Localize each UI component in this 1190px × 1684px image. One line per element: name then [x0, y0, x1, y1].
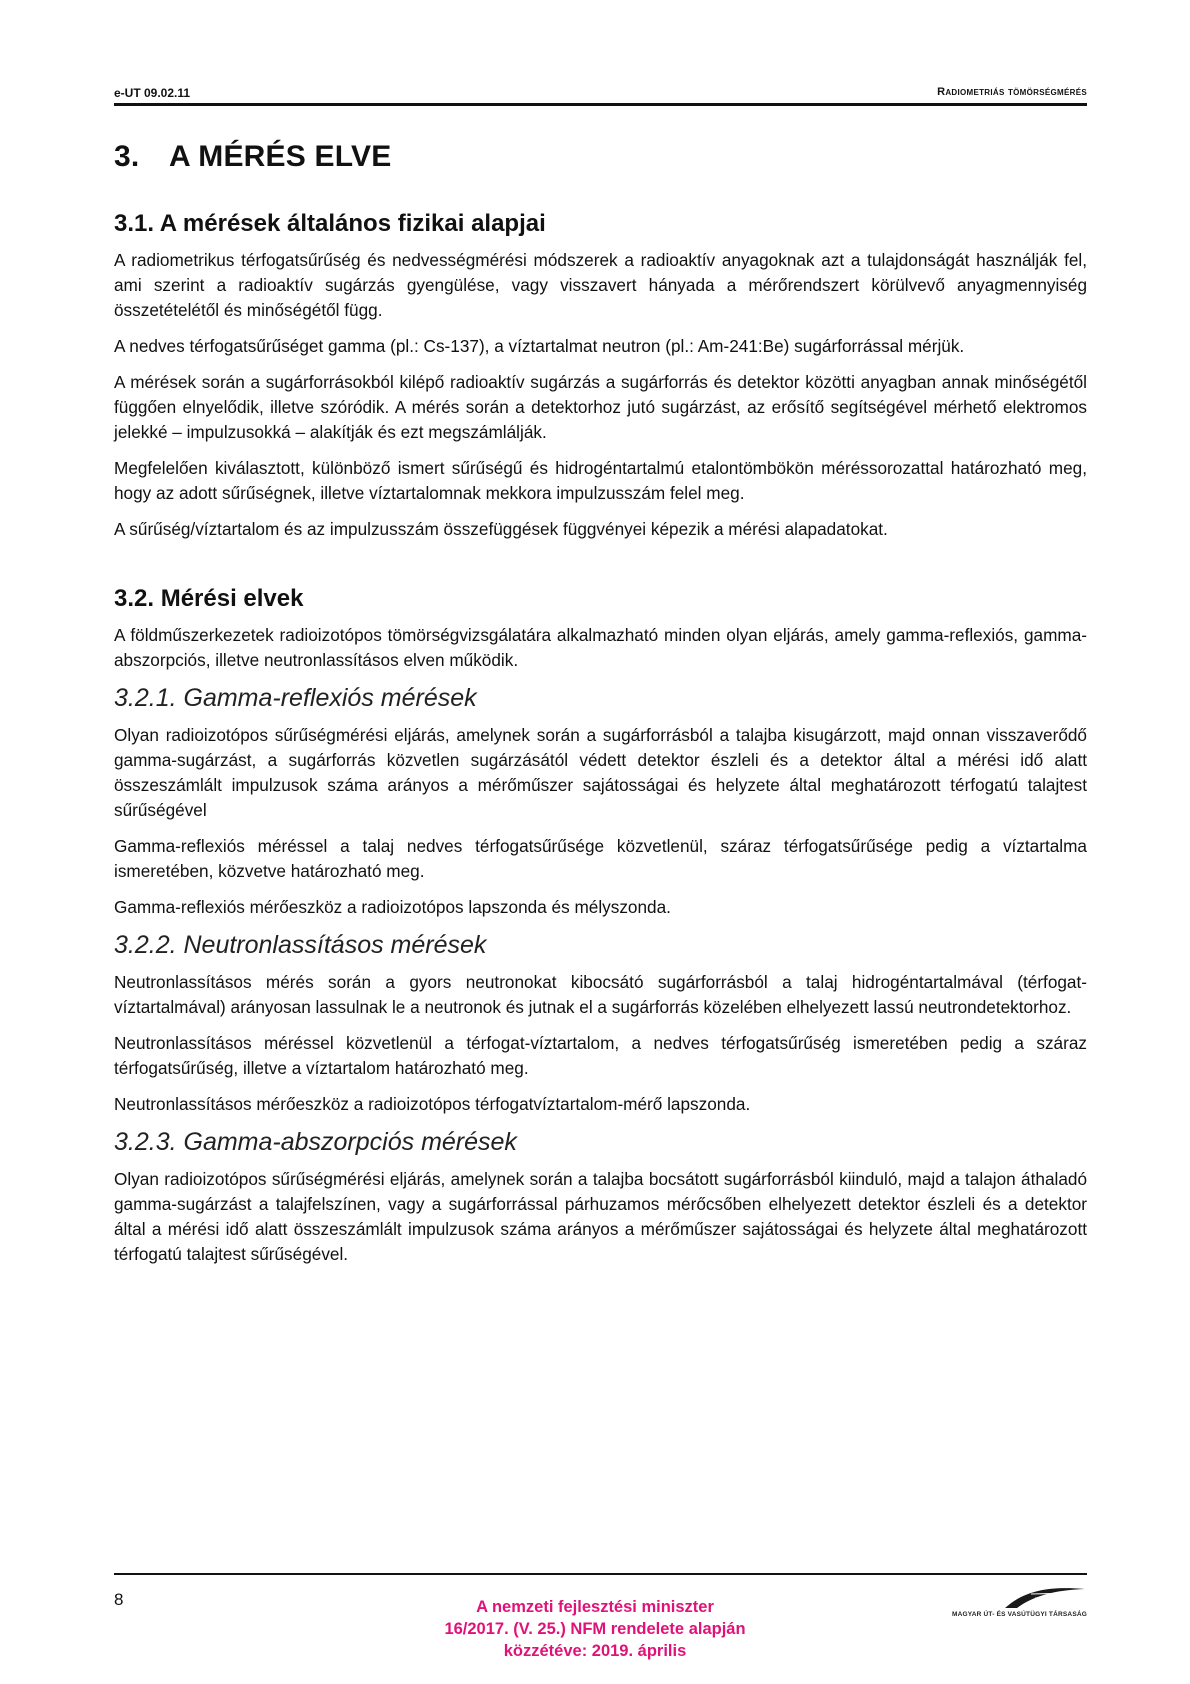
logo-text: MAGYAR ÚT- ÉS VASÚTÜGYI TÁRSASÁG: [952, 1611, 1087, 1618]
header-divider: [114, 103, 1087, 106]
section-heading-3-1: 3.1. A mérések általános fizikai alapjai: [114, 210, 546, 237]
publication-note: [380, 1596, 810, 1662]
paragraph: A nedves térfogatsűrűséget gamma (pl.: Cs-137), a víztartalmat neutron (pl.: Am-241:Be) sugárforrással mérjük.: [114, 336, 965, 356]
paragraph: A mérések során a sugárforrásokból kilépő radioaktív sugárzás a sugárforrás és detektor közötti anyagban annak minőségétől függően elnyelődik, illetve szóródik. A mérés során a detektorhoz jutó sugárzást, az erősítő segítségével mérhető elektromos jelekké – impulzusokká – alakítják és ezt megszámlálják.: [114, 372, 1087, 442]
paragraph: A radiometrikus térfogatsűrűség és nedvességmérési módszerek a radioaktív anyagoknak azt a tulajdonságát használják fel, ami szerint a radioaktív sugárzás gyengülése, vagy visszavert hányada a mérőrendszert körülvevő anyagmennyiség összetételétől és minőségétől függ.: [114, 250, 1087, 320]
publication-note-line: A nemzeti fejlesztési miniszter: [476, 1598, 714, 1616]
paragraph: Neutronlassításos mérés során a gyors neutronokat kibocsátó sugárforrásból a talaj hidrogéntartalmával (térfogat-víztartalmával) arányosan lassulnak le a neutronok és jutnak el a sugárforrás közelében elhelyezett lassú neutrondetektorhoz.: [114, 972, 1087, 1017]
footer-divider: [114, 1573, 1087, 1575]
paragraph: Neutronlassításos méréssel közvetlenül a térfogat-víztartalom, a nedves térfogatsűrűség ismeretében pedig a száraz térfogatsűrűség, illetve a víztartalom határozható meg.: [114, 1033, 1087, 1078]
header-doc-title: Radiometriás tömörségmérés: [937, 86, 1087, 98]
subsection-heading-3-2-3: 3.2.3. Gamma-abszorpciós mérések: [114, 1128, 517, 1156]
page-header: [114, 86, 1087, 104]
paragraph: A sűrűség/víztartalom és az impulzusszám összefüggések függvényei képezik a mérési alapadatokat.: [114, 519, 888, 539]
logo-swoosh-icon: [935, 1584, 1087, 1610]
publication-note-line: 16/2017. (V. 25.) NFM rendelete alapján: [444, 1620, 746, 1638]
page-content: [114, 140, 1087, 1278]
paragraph: Neutronlassításos mérőeszköz a radioizotópos térfogatvíztartalom-mérő lapszonda.: [114, 1094, 751, 1114]
subsection-heading-3-2-2: 3.2.2. Neutronlassításos mérések: [114, 931, 487, 959]
section-spacer: [114, 553, 1087, 585]
header-doc-id: e-UT 09.02.11: [114, 86, 191, 100]
page-number: 8: [114, 1590, 124, 1609]
paragraph: Olyan radioizotópos sűrűségmérési eljárás, amelynek során a talajba bocsátott sugárforrásból kiinduló, majd a talajon áthaladó gamma-sugárzást a talajfelszínen, vagy a sugárforrással párhuzamos mérőcsőben elhelyezett detektor észleli és a detektor által a mérési idő alatt összeszámlált impulzusok száma arányos a mérőműszer sajátosságai és helyzete által meghatározott térfogatú talajtest sűrűségével.: [114, 1169, 1087, 1264]
subsection-heading-3-2-1: 3.2.1. Gamma-reflexiós mérések: [114, 684, 477, 712]
chapter-number: 3.: [114, 140, 140, 173]
chapter-title: A MÉRÉS ELVE: [169, 140, 392, 173]
paragraph: Gamma-reflexiós méréssel a talaj nedves térfogatsűrűsége közvetlenül, száraz térfogatsűrűsége pedig a víztartalma ismeretében, közvetve határozható meg.: [114, 836, 1087, 881]
paragraph: A földműszerkezetek radioizotópos tömörségvizsgálatára alkalmazható minden olyan eljárás, amely gamma-reflexiós, gamma-abszorpciós, illetve neutronlassításos elven működik.: [114, 625, 1087, 670]
publication-note-line: közzétéve: 2019. április: [503, 1642, 687, 1660]
section-heading-3-2: 3.2. Mérési elvek: [114, 585, 304, 612]
paragraph: Megfelelően kiválasztott, különböző ismert sűrűségű és hidrogéntartalmú etalontömbökön méréssorozattal határozható meg, hogy az adott sűrűségnek, illetve víztartalomnak mekkora impulzusszám felel meg.: [114, 458, 1087, 503]
paragraph: Gamma-reflexiós mérőeszköz a radioizotópos lapszonda és mélyszonda.: [114, 897, 671, 917]
chapter-heading: [114, 140, 1087, 174]
society-logo: [935, 1584, 1087, 1618]
paragraph: Olyan radioizotópos sűrűségmérési eljárás, amelynek során a sugárforrásból a talajba kisugárzott, majd onnan visszaverődő gamma-sugárzást, a sugárforrás közvetlen sugárzásától védett detektor észleli és a detektor által a mérési idő alatt összeszámlált impulzusok száma arányos a mérőműszer sajátosságai és helyzete által meghatározott térfogatú talajtest sűrűségével: [114, 725, 1087, 820]
